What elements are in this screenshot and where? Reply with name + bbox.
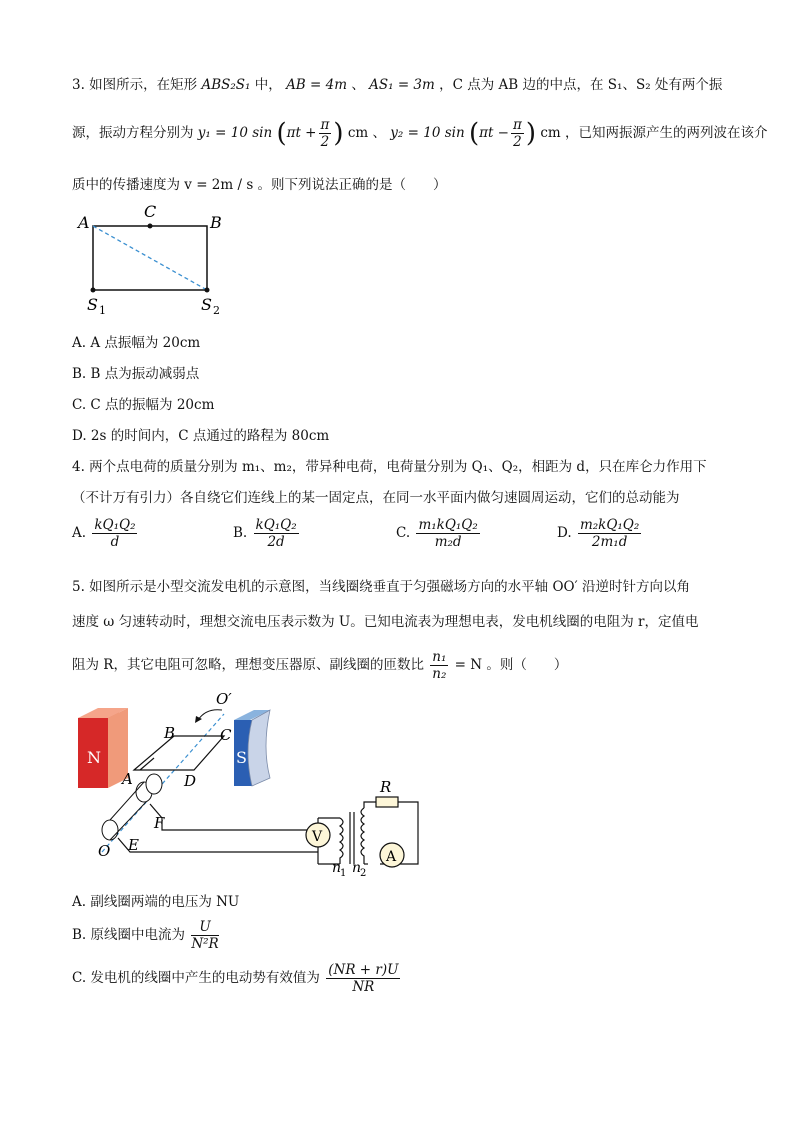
q3-option-a: A. A 点振幅为 20cm (72, 335, 201, 351)
point-s2 (205, 288, 210, 293)
s-magnet (234, 710, 270, 786)
q4-line2: （不计万有引力）各自绕它们连线上的某一固定点，在同一水平面内做匀速圆周运动，它们的总动能为 (72, 490, 680, 506)
slip-ring-2 (146, 774, 162, 794)
label-s1: S (87, 295, 98, 314)
svg-text:R: R (380, 778, 392, 796)
label-n2: n (352, 860, 362, 876)
wire-f (150, 804, 318, 830)
label-d: D (184, 772, 197, 790)
label-c: C (220, 726, 232, 744)
q4-option-b: B. $\frac{\text{kQ₁Q₂}}{2d}$ (233, 517, 297, 550)
q5-line2: 速度 ω 匀速转动时，理想交流电压表示数为 U。已知电流表为理想电表，发电机线圈的电阻为 r，定值电 (72, 614, 699, 630)
q5-option-b: B. 原线圈中电流为 $\frac{U}{\text{N²R}}$ (72, 919, 219, 952)
q3-rectangle-figure (74, 200, 234, 318)
q3-y2-arg: πt − (479, 125, 509, 141)
svg-text:1: 1 (340, 868, 347, 879)
q3-option-b: B. B 点为振动减弱点 (72, 366, 200, 382)
q5-generator-figure (74, 692, 424, 882)
q3-option-d: D. 2s 的时间内，C 点通过的路程为 80cm (72, 428, 330, 444)
label-f: F (154, 814, 165, 832)
coil-abcd (134, 736, 224, 770)
q5-option-a: A. 副线圈两端的电压为 NU (72, 894, 240, 910)
q3-text: ，C 点为 AB 边的中点，在 S₁、S₂ 处有两个振 (439, 77, 723, 93)
svg-text:2: 2 (360, 868, 367, 879)
dashed-line-as2 (93, 226, 207, 290)
q3-rect-name: ABS₂S₁ (201, 77, 251, 93)
q3-text: 3. 如图所示，在矩形 (72, 77, 198, 93)
pi-over-2: $\frac{\pi}{2}$ (320, 117, 330, 150)
secondary-coil (361, 808, 364, 864)
q3-line2 (72, 113, 768, 153)
q3-text: ，已知两振源产生的两列波在该介 (565, 125, 768, 141)
svg-text:S: S (236, 748, 247, 767)
label-e: E (128, 836, 139, 854)
label-o: O (98, 842, 111, 860)
wire-e (118, 838, 318, 852)
point-c (148, 224, 153, 229)
point-s1 (91, 288, 96, 293)
resistor-r (376, 797, 398, 807)
n-magnet (78, 708, 128, 788)
q3-y2-lhs: y₂ = 10 sin (390, 125, 465, 141)
label-b: B (210, 213, 222, 232)
q3-sep: 、 (351, 77, 365, 93)
q4-option-a: A. $\frac{\text{kQ₁Q₂}}{d}$ (72, 517, 136, 550)
label-b: B (164, 724, 176, 742)
q4-line1: 4. 两个点电荷的质量分别为 m₁、m₂，带异种电荷，电荷量分别为 Q₁、Q₂，相距为 d，只在库仑力作用下 (72, 459, 707, 475)
q3-sep: 、 (372, 125, 386, 141)
paren-open: ( (276, 118, 287, 149)
paren-close: ) (333, 118, 344, 149)
label-s2-sub: 2 (213, 304, 220, 317)
label-o-prime: O′ (216, 692, 232, 708)
label-s2: S (201, 295, 212, 314)
rotation-arrow (198, 710, 222, 720)
label-a: A (122, 770, 133, 788)
coil-lead (140, 758, 154, 770)
svg-text:V: V (312, 829, 323, 845)
q3-ab-eq: AB = 4m (286, 77, 348, 93)
q5-option-c: C. 发电机的线圈中产生的电动势有效值为 $\frac{(NR + r)U}{NR}$ (72, 962, 399, 995)
q3-text: 源，振动方程分别为 (72, 125, 194, 141)
q3-line3: 质中的传播速度为 v = 2m / s 。则下列说法正确的是（ ） (72, 177, 447, 193)
label-c: C (144, 202, 157, 221)
q4-option-d: D. $\frac{\text{m₂kQ₁Q₂}}{\text{2m₁d}}$ (557, 517, 640, 550)
turns-ratio: $\frac{\text{n₁}}{\text{n₂}}$ (432, 649, 447, 682)
q3-unit: cm (540, 125, 561, 141)
pi-over-2: $\frac{\pi}{2}$ (513, 117, 522, 150)
paren-open: ( (468, 118, 480, 149)
q3-as1-eq: AS₁ = 3m (369, 77, 435, 93)
q3-option-c: C. C 点的振幅为 20cm (72, 397, 215, 413)
paren-close: ) (525, 118, 537, 149)
svg-text:A: A (386, 849, 397, 865)
q3-y1-lhs: y₁ = 10 sin (197, 125, 273, 141)
primary-coil (340, 818, 343, 864)
q5-line1: 5. 如图所示是小型交流发电机的示意图，当线圈绕垂直于匀强磁场方向的水平轴 OO′ 沿逆时针方向以角 (72, 579, 690, 595)
label-n1: n (332, 860, 342, 876)
label-a: A (78, 213, 90, 232)
svg-text:N: N (87, 748, 101, 767)
q3-text: 中， (254, 77, 282, 93)
q3-unit: cm (347, 125, 369, 141)
q4-option-c: C. $\frac{\text{m₁kQ₁Q₂}}{\text{m₂d}}$ (396, 517, 478, 550)
slip-ring-3 (102, 820, 118, 840)
q3-y1-arg: πt + (286, 125, 317, 141)
q3-line1 (72, 73, 722, 93)
label-s1-sub: 1 (99, 304, 106, 317)
shaft-bottom (110, 802, 146, 840)
q5-line3: 阻为 R，其它电阻可忽略，理想变压器原、副线圈的匝数比 $\frac{\text{n₁}}{\text{n₂}}$ = N 。则（ ） (72, 649, 568, 682)
